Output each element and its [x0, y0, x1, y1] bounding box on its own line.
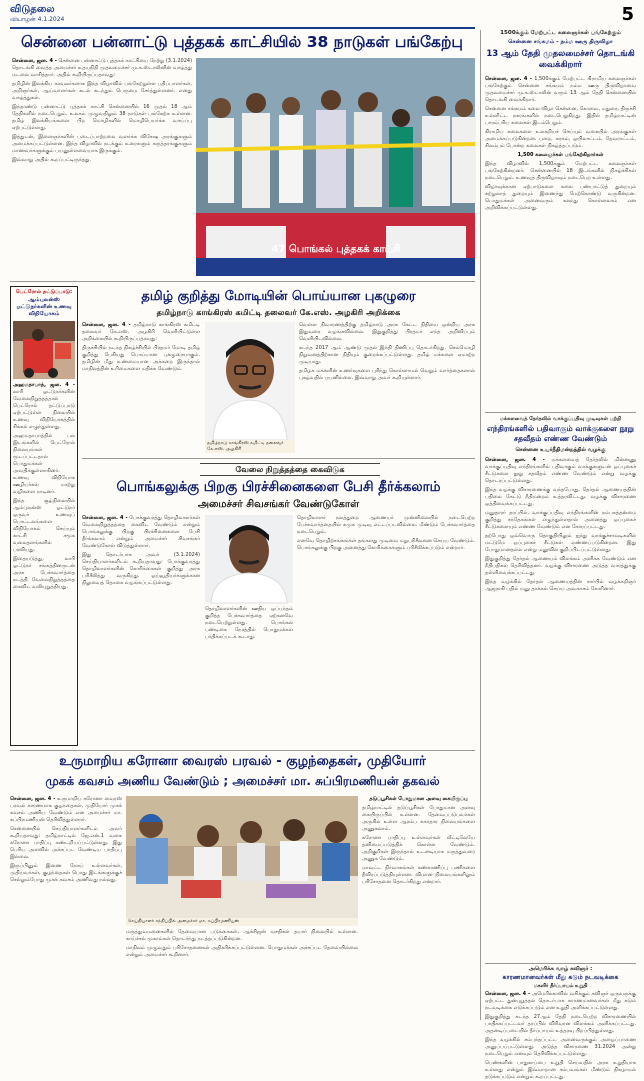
sidebar-bot-sub: மகளிர் தீர்ப்பாயம் உறுதி	[533, 984, 588, 989]
story3-body-left	[82, 515, 200, 745]
story3-para: எனவே தொழிற்சங்கங்கள் தங்களது முடிவை மறுபரிசீலனை செய்ய வேண்டும். பொங்கலுக்கு பிறகு அனைத்து கோரிக்கைகளும் பரிசீலிக்கப்படும் என்றார்.	[297, 538, 475, 551]
story4-para: மாவட்ட நிர்வாகங்கள் கண்காணிப்பு பணிகளை தீவிரப்படுத்தியுள்ளன. விமான நிலையங்களிலும் பரிசோதனை தொடர்கிறது என்றார்.	[362, 865, 475, 885]
sidebar-mid-para: இந்த வழக்கில் தேர்தல் ஆணையத்தின் சார்பில் வழக்கறிஞர் ஆஜராகி பதில் மனு தாக்கல் செய்ய அவகாசம் கோரினார்.	[485, 579, 636, 592]
side-photo-headline: ஆம்புலன்ஸ் ஓட்டுநர்களின் உணவு விநியோகம்	[16, 297, 72, 317]
sidebar-mid-para: தற்போது ஒவ்வொரு தொகுதியிலும் ஐந்து வாக்குச்சாவடிகளில் மட்டுமே ஒப்புகைச் சீட்டுகள் எண்ணப்படுகின்றன. இது போதுமானதல்ல என்று மனுவில் குறிப்பிடப்பட்டுள்ளது.	[485, 533, 636, 553]
story4-headline-1: உருமாறிய கரோனா வைரஸ் பரவல் - குழந்தைகள், முதியோர்	[59, 754, 426, 769]
portrait-sivasankar	[205, 515, 293, 603]
column-divider	[480, 30, 481, 1020]
page-number: 5	[621, 4, 634, 25]
story3-headline: பொங்கலுக்கு பிறகு பிரச்சினைகளை பேசி தீர்க்கலாம்	[116, 479, 441, 495]
story3-body-mid	[205, 606, 293, 746]
photo-banner-text: 47 பொங்கல் புத்தகக் காட்சி	[271, 244, 401, 255]
story1-para: இவ்வாறு அதில் கூறப்பட்டிருந்தது.	[12, 157, 92, 163]
story3-para: இது தொடர்பாக அவர் (3.1.2024) செய்தியாளர்களிடம் கூறியதாவது: போக்குவரத்து தொழிலாளர்களின் கோரிக்கைகள் குறித்து அரசு பரிசீலித்து வருகிறது. ஓய்வூதியர்களுக்கான நிலுவைத் தொகை வழங்கப்பட்டுள்ளது.	[82, 552, 200, 586]
side-photo-para: லாரி ஓட்டுநர்களின் வேலைநிறுத்தத்தால் பெட்ரோல் தட்டுப்பாடு ஏற்பட்டுள்ள நிலையில் உணவு விநியோகத்தில் சிக்கல் எழுந்துள்ளது.	[13, 389, 75, 430]
sidebar-mid-para: மனுதாரர் தரப்பில், வாக்குப்பதிவு எந்திரங்களின் நம்பகத்தன்மை குறித்து சந்தேகங்கள் எழுந்துள்ளதால் அனைத்து ஒப்புகைச் சீட்டுகளையும் எண்ண வேண்டும் என கோரப்பட்டது.	[485, 510, 636, 530]
divider	[485, 963, 636, 964]
sidebar-top-body	[485, 76, 636, 402]
story2-para: திருச்சியில் நடந்த நிகழ்ச்சியில் பிரதமர் மோடி தமிழ் குறித்து பேசியது பொய்யான புகழுரையாகும். தமிழின் மீது உண்மையான அக்கறை இருந்தால் மாநிலத்தின் உரிமைகளை மதிக்க வேண்டும்.	[82, 345, 200, 372]
sidebar-mid-sub: சென்னை உயர்நீதிமன்றத்தில் வழக்கு	[515, 447, 606, 453]
masthead-rule	[10, 27, 475, 29]
story4-byline: சென்னை, ஜன. 4 -	[10, 796, 56, 802]
sidebar-mid-headline: எந்திரங்களில் பதிவாகும் வாக்குகளை நூறு சதவீதம் எண்ண வேண்டும்	[486, 424, 634, 443]
sidebar-bot	[485, 966, 637, 1080]
story3-body-right	[297, 515, 475, 745]
side-photo-para: இந்த சூழ்நிலையில் ஆம்புலன்ஸ் ஓட்டுநர் ஒருவர் உணவுப் பொட்டலங்களை விநியோகம் செய்யும் காட்சி சமூக வலைதளங்களில் பரவியது.	[13, 498, 75, 553]
story2-body-left	[82, 322, 200, 452]
sidebar-mid-byline: சென்னை, ஜன. 4 -	[485, 457, 545, 463]
story1-para: சென்னை பன்னாட்டு புத்தகக் காட்சியை நேற்று (3.1.2024) தொடங்கி வைத்த அமைச்சர் உதயநிதி முதலமைச்சர் மு.க.ஸ்டாலினின் வாழ்த்து மடலை வாசித்தார். அதில் கூறியிருப்பதாவது:	[12, 58, 193, 78]
story3-para: தொழிலாளர்களின் ஊதிய ஒப்பந்தம் குறித்த பேச்சுவார்த்தை ஏற்கனவே நடைபெற்றுள்ளது. பொங்கல் பண்டிகை நேரத்தில் பொதுமக்கள் பாதிக்கப்படக் கூடாது.	[205, 606, 293, 640]
sidebar-top-para: விழாவுக்கான ஏற்பாடுகளை கலை பண்பாட்டுத் துறையும் சுற்றுலாத் துறையும் இணைந்து மேற்கொண்டு வருகின்றன. பொதுமக்கள் அனைவரும் கலந்து கொள்ளலாம் என அறிவிக்கப்பட்டுள்ளது.	[485, 184, 636, 211]
divider	[82, 458, 475, 459]
story3-photo	[205, 515, 293, 603]
inauguration-photo	[196, 58, 475, 276]
sidebar-top-subhead: 1,500 கலைஞர்கள் பங்கேற்கிறார்கள்	[517, 152, 604, 158]
story1-photo	[196, 58, 475, 276]
story4-photo	[126, 796, 358, 918]
newspaper-name: விடுதலை	[10, 4, 55, 15]
sidebar-mid-para: இதுகுறித்து தேர்தல் ஆணையம் விளக்கம் அளிக்க வேண்டும் என நீதிபதிகள் தெரிவித்தனர். வழக்கு விசாரணை அடுத்த வாரத்துக்கு தள்ளிவைக்கப்பட்டது.	[485, 556, 636, 576]
divider	[485, 412, 636, 413]
story1-byline: சென்னை, ஜன. 4 -	[12, 58, 57, 64]
press-meet-photo	[126, 796, 358, 918]
story4-body-mid	[126, 929, 358, 1020]
divider	[10, 750, 475, 751]
side-photo-story	[10, 286, 78, 746]
sidebar-top-subkicker: சென்னை சங்கமம் - நம்ம ஊரு திருவிழா	[508, 39, 613, 45]
story4-caption: செய்தியாளர் சந்திப்பில் அமைச்சர் மா. சுப்பிரமணியன்	[126, 918, 358, 926]
sidebar-bot-body	[485, 991, 637, 1080]
sidebar-bot-para: இதுகுறித்து கடந்த 27ஆம் தேதி நடைபெற்ற விசாரணையில் பாதிக்கப்பட்டவர் தரப்பில் விரிவான விளக்கம் அளிக்கப்பட்டது. அதனடிப்படையில் தீர்ப்பாயம் உத்தரவு பிறப்பித்துள்ளது.	[485, 1014, 636, 1034]
story2-para: கடந்த 2017 ஆம் ஆண்டு முதல் இந்தி திணிப்பு தொடர்கிறது. செம்மொழி நிறுவனத்திற்கான நிதியும் குறைக்கப்பட்டுள்ளது. தமிழ் மக்களை ஏமாற்ற முடியாது.	[299, 345, 475, 365]
delivery-photo	[13, 321, 75, 379]
story3-para: போக்குவரத்து தொழிலாளர்கள் வேலைநிறுத்தத்தை கைவிட வேண்டும் என்றும் பொங்கலுக்கு பிறகு பிரச்சினைகளை பேசி தீர்க்கலாம் என்றும் அமைச்சர் சிவசங்கர் வேண்டுகோள் விடுத்துள்ளார்.	[82, 515, 201, 549]
story2-body-right	[299, 322, 475, 452]
issue-date: வியாழன் 4.1.2024	[10, 16, 65, 23]
sidebar-top-para: இந்த விழாவில் 1,500க்கும் மேற்பட்ட கலைஞர்கள் பங்கேற்கின்றனர். சென்னையில் 18 இடங்களில் நிகழ்ச்சிகள் நடைபெறும். உணவுத் திருவிழாவும் நடைபெற உள்ளது.	[485, 161, 636, 181]
story2-headline: தமிழ் குறித்து மோடியின் பொய்யான புகழுரை	[141, 289, 416, 304]
story4-para: உருமாறிய கரோனா வைரஸ் பரவல் காரணமாக குழந்தைகள், முதியோர் முகக் கவசம் அணிய வேண்டும் என அமைச்சர் மா. சுப்பிரமணியன் தெரிவித்துள்ளார்.	[10, 796, 123, 823]
sidebar-bot-para: அமெரிக்காவில் வசிக்கும் கவிஞர் ஒருவருக்கு ஏற்பட்ட துன்புறுத்தல் தொடர்பாக காரணமானவர்கள் மீது கடும் நடவடிக்கை எடுக்கப்படும் என உறுதி அளிக்கப்பட்டுள்ளது.	[485, 991, 637, 1011]
sidebar-top	[485, 30, 636, 410]
story3-subheadline: அமைச்சர் சிவசங்கர் வேண்டுகோள்	[197, 499, 360, 510]
story4-para: தமிழ்நாட்டில் தடுப்பூசிகள் போதுமான அளவு கையிருப்பில் உள்ளன. தேவைப்படுபவர்கள் அருகில் உள்ள ஆரம்ப சுகாதார நிலையங்களை அணுகலாம்.	[362, 805, 475, 832]
story1-body	[12, 58, 192, 276]
story1-para: தமிழின் இலக்கிய காவலர்களாக இந்த விழாவில் பங்கேற்றுள்ள பதிப்பாளர்கள், அறிஞர்கள், ஆய்வாளர்கள் கடல் கடந்தும் பெருமை சேர்த்துள்ளனர். எனது வாழ்த்துகள்.	[12, 81, 192, 101]
story4-subhead: தடுப்பூசிகள் போதுமான அளவு கையிருப்பு	[369, 796, 468, 802]
story4-body-right	[362, 796, 475, 1020]
story2-para: வெள்ள நிவாரணத்திற்கு தமிழ்நாடு அரசு கேட்ட நிதியை ஒன்றிய அரசு இதுவரை வழங்கவில்லை. இதுகுறித்து பிரதமர் எந்த அறிவிப்பும் வெளியிடவில்லை.	[299, 322, 475, 342]
sidebar-bot-headline: காரணமானவர்கள் மீது கடும் நடவடிக்கை	[502, 974, 619, 981]
sidebar-bot-kicker: அமெரிக்க வாழ் கவிஞர் :	[528, 966, 593, 972]
story4-para: மருத்துவமனைகளில் தேவையான படுக்கைகள், ஆக்சிஜன் வசதிகள் தயார் நிலையில் உள்ளன. காய்ச்சல் முகாம்கள் தொடர்ந்து நடத்தப்படுகின்றன.	[126, 929, 358, 942]
divider	[10, 281, 475, 282]
story2-subheadline: தமிழ்நாடு காங்கிரஸ் கமிட்டி தலைவர் கே.எஸ். அழகிரி அறிக்கை	[156, 307, 401, 317]
sidebar-bot-para: பெண்களின் பாதுகாப்பை உறுதி செய்வதில் அரசு உறுதியாக உள்ளது என்றும் இவ்வாறான சம்பவங்கள் மீண்டும் நிகழாமல் தடுக்கப்படும் என்றும் கூறப்பட்டது.	[485, 1060, 636, 1080]
story2-caption: தமிழ்நாடு காங்கிரஸ் கமிட்டி தலைவர் கே.எஸ். அழகிரி	[205, 440, 295, 453]
story4-para: மாநிலம் முழுவதும் பரிசோதனைகள் அதிகரிக்கப்பட்டுள்ளன. பொதுமக்கள் அச்சப்பட தேவையில்லை என்றும் அமைச்சர் கூறினார்.	[126, 945, 358, 958]
story2-byline: சென்னை, ஜன. 4 -	[82, 322, 131, 328]
story2-para: தமிழக மக்களின் உணர்வுகளை புரிந்து கொள்ளாமல் வெறும் வார்த்தைகளால் புகழ்வதில் பயனில்லை. இவ்வாறு அவர் கூறியுள்ளார்.	[299, 368, 475, 381]
portrait-alagiri	[205, 322, 295, 440]
side-photo-body	[13, 382, 75, 742]
side-photo-para: அஹமதாபாத்தில் பல இடங்களில் பெட்ரோல் நிலையங்கள் மூடப்பட்டதால் பொதுமக்கள் அவதிக்குள்ளாகினர். உணவு விநியோக ஊழியர்கள் மாற்று வழிகளை நாடினர்.	[13, 433, 75, 495]
story3-byline: சென்னை, ஜன. 4 -	[82, 515, 128, 521]
story2-para: தமிழ்நாடு காங்கிரஸ் கமிட்டி தலைவர் கே.எஸ். அழகிரி வெளியிட்டுள்ள அறிக்கையில் கூறியிருப்பதாவது:	[82, 322, 201, 342]
sidebar-bot-para: இந்த வழக்கில் சம்பந்தப்பட்ட அனைவருக்கும் அழைப்பாணை அனுப்பப்பட்டுள்ளது. அடுத்த விசாரணை 31.2024 அன்று நடைபெறும் எனவும் தெரிவிக்கப்பட்டுள்ளது.	[485, 1037, 636, 1057]
sidebar-mid-body	[485, 457, 636, 957]
sidebar-mid	[485, 416, 636, 961]
story4-para: இருப்பினும் இணை நோய் உள்ளவர்கள், முதியவர்கள், குழந்தைகள் பொது இடங்களுக்குச் செல்லும்போது முகக் கவசம் அணிவது நல்லது.	[10, 863, 122, 883]
side-photo-kicker: பெட்ரோல் தட்டுப்பாடு:	[15, 289, 73, 295]
sidebar-top-byline: சென்னை, ஜன. 4 -	[485, 76, 532, 82]
story1-para: இந்தாண்டு பன்னாட்டு புத்தகக் காட்சி சென்னையில் 16 முதல் 18 ஆம் தேதிகளில் நடைபெறும். உலகம் முழுவதிலும் 38 நாடுகள் பங்கேற்க உள்ளன. தமிழ் இலக்கியங்களை பிற மொழிகளில் மொழிபெயர்க்க வாய்ப்பு ஏற்பட்டுள்ளது.	[12, 104, 192, 131]
story3-kicker: வேலை நிறுத்தத்தை கைவிடுக	[235, 465, 345, 474]
sidebar-top-para: சென்னை சங்கமம் கலை விழா சென்னை, கோவை, மதுரை, திருச்சி உள்ளிட்ட நகரங்களில் நடைபெறுகிறது. இதில் தமிழ்நாட்டின் பாரம்பரிய கலைகள் இடம்பெறும்.	[485, 106, 636, 126]
masthead	[10, 4, 636, 26]
story2-photo	[205, 322, 295, 440]
story3-para: தொழிலாளர் நலத்துறை ஆணையர் முன்னிலையில் நடைபெற்ற பேச்சுவார்த்தையில் சுமுக முடிவு எட்டப்படவில்லை. மீண்டும் பேச்சுவார்த்தை நடைபெறும்.	[297, 515, 475, 535]
story4-para: சென்னையில் செய்தியாளர்களிடம் அவர் கூறியதாவது: தமிழ்நாட்டில் ஜே.என்.1 வகை கரோனா பாதிப்பு கண்டறியப்பட்டுள்ளது. இது பெரிய அளவில் அச்சப்பட வேண்டிய பாதிப்பு இல்லை.	[10, 826, 122, 860]
story1-headline: சென்னை பன்னாட்டு புத்தகக் காட்சியில் 38 நாடுகள் பங்கேற்பு	[21, 33, 463, 51]
side-photo-para: இதையடுத்து, லாரி ஓட்டுநர் சங்கத்தினருடன் அரசு பேச்சுவார்த்தை நடத்தி வேலைநிறுத்தத்தை கைவிட வலியுறுத்தியது.	[13, 556, 75, 590]
side-photo-image	[13, 321, 75, 379]
story4-headline-2: முகக் கவசம் அணிய வேண்டும் ; அமைச்சர் மா. சுப்பிரமணியன் தகவல்	[45, 774, 440, 788]
sidebar-mid-kicker: மக்களவைத் தேர்தலில் வாக்குப்பதிவு முடிவுகள் பற்றி	[499, 416, 622, 422]
sidebar-mid-para: மக்களவைத் தேர்தலில் மின்னணு வாக்குப்பதிவு எந்திரங்களில் பதிவாகும் வாக்குகளுடன் ஒப்புகைச் சீட்டுகளை நூறு சதவீதம் எண்ண வேண்டும் என்று வழக்கு தொடரப்பட்டுள்ளது.	[485, 457, 636, 484]
sidebar-top-para: கிராமிய கலைகளை உலகறியச் செய்யும் வகையில் அரங்குகள் அமைக்கப்படுகின்றன. பறை, கரகம், ஒயிலாட்டம், தேவராட்டம், சிலம்பம் போன்ற கலைகள் நிகழ்த்தப்படும்.	[485, 129, 636, 149]
side-photo-byline: அஹமதாபாத், ஜன. 4 -	[13, 382, 75, 388]
sidebar-mid-para: இந்த வழக்கு விசாரணைக்கு வந்தபோது, தேர்தல் ஆணையத்தின் பதிலை கேட்டு நீதிமன்றம் உத்தரவிட்டது. வழக்கு விசாரணை ஒத்திவைக்கப்பட்டது.	[485, 487, 636, 507]
story4-para: கரோனா பாதிப்பு உள்ளவர்கள் வீட்டிலேயே தனிமைப்படுத்திக் கொள்ள வேண்டும். அறிகுறிகள் இருந்தால் உடனடியாக மருத்துவரை அணுக வேண்டும்.	[362, 835, 475, 862]
story4-body-left	[10, 796, 122, 1020]
story1-para: இத்துடன், இளைஞர்களின் படைப்பாற்றலை வளர்க்க விசேஷ அரங்குகளும் அமைக்கப்பட்டுள்ளன. இந்த விழாவில் நடக்கும் உரைகளும் கருத்தரங்குகளும் மாணவர்களுக்கும் பயனுள்ளவையாக இருக்கும்.	[12, 134, 192, 154]
sidebar-bot-byline: சென்னை, ஜன. 4 -	[485, 991, 531, 997]
story3-kicker-box	[200, 463, 380, 476]
sidebar-top-para: 1,500க்கும் மேற்பட்ட கிராமிய கலைஞர்கள் பங்கேற்கும் சென்னை சங்கமம் நம்ம ஊரு திருவிழாவை முதலமைச்சர் மு.க.ஸ்டாலின் வரும் 13 ஆம் தேதி சென்னையில் தொடங்கி வைக்கிறார்.	[485, 76, 637, 103]
sidebar-top-kicker: 1500க்கும் மேற்பட்ட கலைஞர்கள் பங்கேற்கும்	[500, 30, 621, 36]
sidebar-top-headline: 13 ஆம் தேதி முதலமைச்சர் தொடங்கி வைக்கிறார்	[486, 49, 635, 70]
